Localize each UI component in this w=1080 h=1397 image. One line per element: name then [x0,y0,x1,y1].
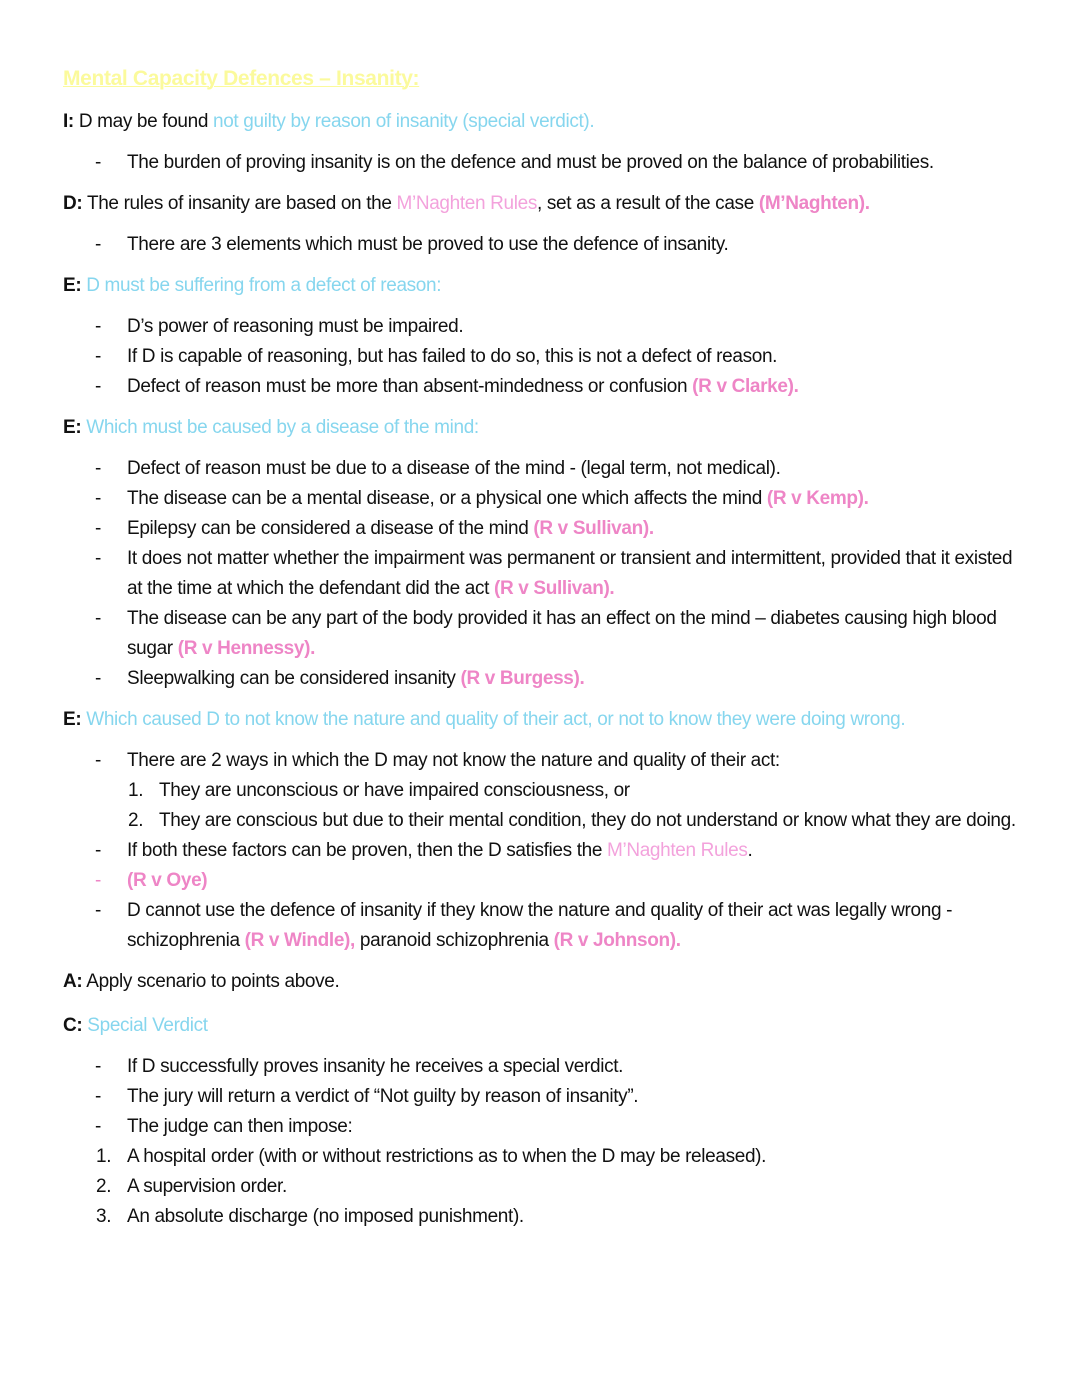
bullet-dash: - [95,488,101,509]
body-text: The jury will return a verdict of “Not guilty by reason of insanity”. [127,1086,639,1107]
highlighted-text: Which caused D to not know the nature and quality of their act, or not to know they were doing wrong. [81,709,906,730]
body-text: The disease can be a mental disease, or a physical one which affects the mind [127,488,767,509]
case-citation: (R v Kemp). [766,488,869,509]
section-heading [63,967,1023,997]
body-text: Sleepwalking can be considered insanity [127,668,461,689]
bullet-item [63,866,1023,896]
bullet-dash: - [95,1056,101,1077]
bullet-item [63,836,1023,866]
section-heading [63,413,1023,443]
bullet-item [63,1082,1023,1112]
body-text: The rules of insanity are based on the [82,193,397,214]
bullet-item [63,604,1023,664]
body-text: They are unconscious or have impaired consciousness, or [159,780,630,801]
list-number: 2. [96,1176,112,1197]
bullet-dash: - [95,458,101,479]
bullet-item [63,454,1023,484]
bullet-dash: - [95,548,101,569]
bullet-dash: - [95,900,101,921]
list-number: 1. [128,780,144,801]
document-page [63,62,1023,1232]
document-title: Mental Capacity Defences – Insanity: [63,67,420,90]
bullet-dash: - [95,1116,101,1137]
section-heading [63,705,1023,735]
section-heading [63,271,1023,301]
bullet-item [63,544,1023,604]
list-number: 3. [96,1206,112,1227]
bullet-item [63,230,1023,260]
body-text: . [747,840,753,861]
numbered-item [63,1202,1023,1232]
rule-reference: M’Naghten Rules [606,840,748,861]
section-heading [63,1011,1023,1041]
section-label: E: [63,275,82,296]
bullet-item [63,372,1023,402]
list-number: 2. [128,810,144,831]
numbered-item [63,806,1023,836]
bullet-item [63,514,1023,544]
bullet-dash: - [95,668,101,689]
highlighted-text: not guilty by reason of insanity (special verdict). [213,111,595,132]
body-text: The disease can be any part of the body provided it has an effect on the mind – diabetes causing high blood sugar [127,608,997,659]
bullet-item [63,1052,1023,1082]
body-text: If D is capable of reasoning, but has failed to do so, this is not a defect of reason. [127,346,778,367]
body-text: If both these factors can be proven, then the D satisfies the [127,840,607,861]
section-label: E: [63,709,82,730]
bullet-dash: - [95,346,101,367]
section-heading [63,189,1023,219]
section-label: D: [63,193,83,214]
body-text: Defect of reason must be due to a disease of the mind - (legal term, not medical). [127,458,781,479]
body-text: Defect of reason must be more than absent-mindedness or confusion [127,376,693,397]
body-text: paranoid schizophrenia [354,930,554,951]
highlighted-text: Special Verdict [82,1015,208,1036]
case-citation: (R v Oye) [127,870,208,891]
bullet-item [63,896,1023,956]
case-citation: (R v Burgess). [460,668,585,689]
body-text: D cannot use the defence of insanity if they know the nature and quality of their act was legally wrong - schizophrenia [127,900,953,951]
section-label: I: [63,111,74,132]
body-text: If D successfully proves insanity he receives a special verdict. [127,1056,624,1077]
bullet-dash: - [95,750,101,771]
numbered-item [63,776,1023,806]
section-label: C: [63,1015,83,1036]
body-text: They are conscious but due to their mental condition, they do not understand or know what they are doing. [159,810,1016,831]
case-citation: (M’Naghten). [758,193,870,214]
body-text: An absolute discharge (no imposed punishment). [127,1206,524,1227]
body-text: The burden of proving insanity is on the defence and must be proved on the balance of probabilities. [127,152,934,173]
bullet-item [63,342,1023,372]
bullet-item [63,312,1023,342]
numbered-item [63,1172,1023,1202]
bullet-dash: - [95,316,101,337]
bullet-dash: - [95,376,101,397]
bullet-dash: - [95,234,101,255]
rule-reference: M’Naghten Rules [396,193,537,214]
case-citation: (R v Clarke). [692,376,799,397]
case-citation: (R v Hennessy). [177,638,316,659]
body-text: D may be found [73,111,213,132]
body-text: , set as a result of the case [537,193,759,214]
numbered-item [63,1142,1023,1172]
section-label: E: [63,417,82,438]
body-text: D’s power of reasoning must be impaired. [127,316,464,337]
bullet-dash: - [95,840,101,861]
body-text: It does not matter whether the impairment was permanent or transient and intermittent, provided that it existed at the time at which the defendant did the act [127,548,1013,599]
case-citation: (R v Sullivan). [493,578,615,599]
bullet-dash: - [95,870,101,891]
case-citation: (R v Johnson). [553,930,681,951]
bullet-item [63,148,1023,178]
body-text: There are 3 elements which must be proved to use the defence of insanity. [127,234,729,255]
case-citation: (R v Windle), [244,930,355,951]
list-number: 1. [96,1146,112,1167]
body-text: Apply scenario to points above. [82,971,340,992]
bullet-dash: - [95,518,101,539]
body-text: Epilepsy can be considered a disease of the mind [127,518,534,539]
body-text: A supervision order. [127,1176,287,1197]
section-heading [63,107,1023,137]
highlighted-text: D must be suffering from a defect of reason: [81,275,442,296]
section-label: A: [63,971,83,992]
bullet-item [63,1112,1023,1142]
bullet-item [63,746,1023,776]
bullet-dash: - [95,608,101,629]
bullet-dash: - [95,152,101,173]
case-citation: (R v Sullivan). [533,518,654,539]
bullet-item [63,484,1023,514]
document-body [63,107,1023,1232]
bullet-item [63,664,1023,694]
highlighted-text: Which must be caused by a disease of the mind: [81,417,479,438]
body-text: There are 2 ways in which the D may not know the nature and quality of their act: [127,750,780,771]
bullet-dash: - [95,1086,101,1107]
body-text: A hospital order (with or without restrictions as to when the D may be released). [127,1146,767,1167]
body-text: The judge can then impose: [127,1116,353,1137]
